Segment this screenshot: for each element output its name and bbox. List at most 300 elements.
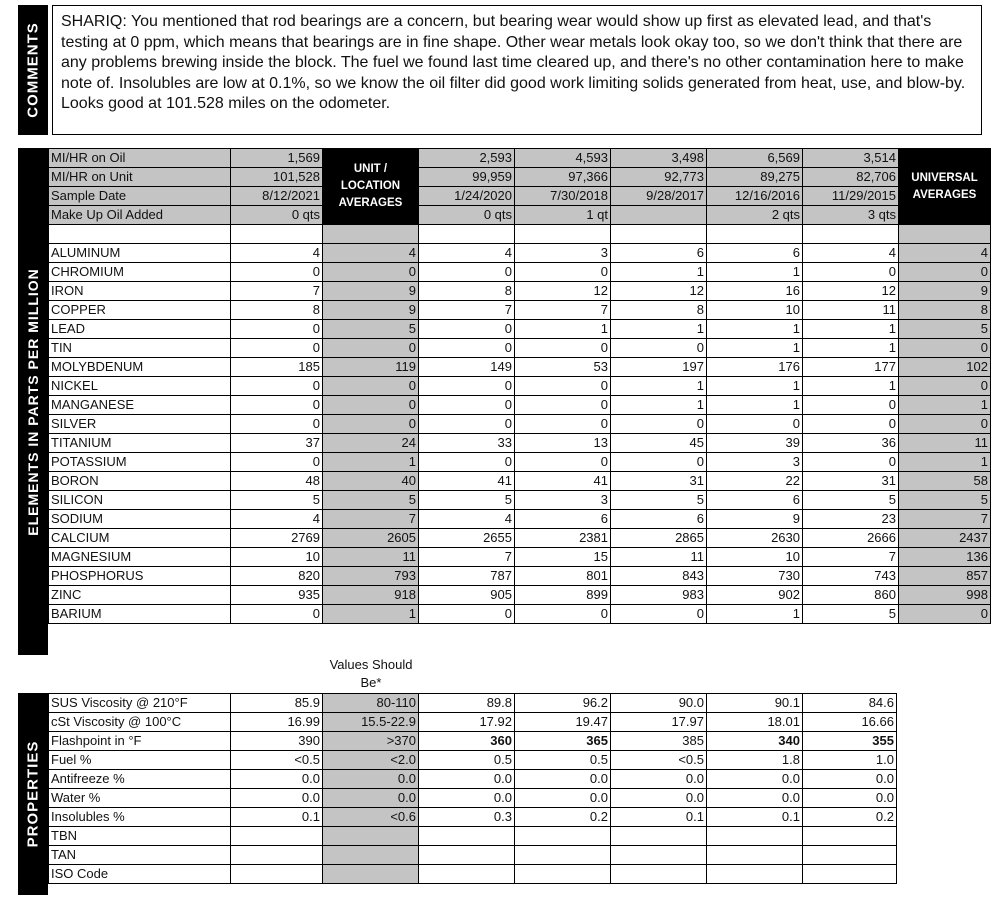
property-history-value bbox=[515, 865, 611, 884]
element-current-value: 0 bbox=[231, 415, 323, 434]
property-current-value: 0.0 bbox=[231, 770, 323, 789]
element-history-value: 10 bbox=[707, 548, 803, 567]
header-history-value: 97,366 bbox=[515, 168, 611, 187]
element-history-value: 11 bbox=[803, 301, 899, 320]
element-current-value: 0 bbox=[231, 605, 323, 624]
element-current-value: 185 bbox=[231, 358, 323, 377]
property-current-value bbox=[231, 846, 323, 865]
element-unit-average: 40 bbox=[323, 472, 419, 491]
property-history-value: 17.92 bbox=[419, 713, 515, 732]
property-history-value: 360 bbox=[419, 732, 515, 751]
element-universal-average: 1 bbox=[899, 453, 991, 472]
property-history-value bbox=[803, 846, 897, 865]
property-history-value: 365 bbox=[515, 732, 611, 751]
element-unit-average: 0 bbox=[323, 263, 419, 282]
property-row bbox=[49, 865, 897, 884]
element-history-value: 4 bbox=[803, 244, 899, 263]
property-history-value: 0.3 bbox=[419, 808, 515, 827]
element-history-value: 899 bbox=[515, 586, 611, 605]
table-row bbox=[49, 377, 991, 396]
property-name: Antifreeze % bbox=[49, 770, 231, 789]
element-unit-average: 9 bbox=[323, 282, 419, 301]
property-row bbox=[49, 846, 897, 865]
element-unit-average: 5 bbox=[323, 491, 419, 510]
element-history-value: 16 bbox=[707, 282, 803, 301]
property-history-value: 0.2 bbox=[515, 808, 611, 827]
element-current-value: 0 bbox=[231, 396, 323, 415]
element-history-value: 0 bbox=[515, 377, 611, 396]
element-universal-average: 11 bbox=[899, 434, 991, 453]
property-history-value: 0.0 bbox=[707, 789, 803, 808]
element-name: BARIUM bbox=[49, 605, 231, 624]
properties-table bbox=[48, 693, 897, 884]
element-history-value: 743 bbox=[803, 567, 899, 586]
spacer-cell bbox=[231, 225, 323, 244]
table-row bbox=[49, 301, 991, 320]
property-row bbox=[49, 770, 897, 789]
property-current-value bbox=[231, 827, 323, 846]
table-row bbox=[49, 320, 991, 339]
element-universal-average: 5 bbox=[899, 320, 991, 339]
element-history-value: 1 bbox=[515, 320, 611, 339]
element-universal-average: 7 bbox=[899, 510, 991, 529]
property-history-value bbox=[707, 846, 803, 865]
elements-table bbox=[48, 148, 991, 624]
element-history-value: 6 bbox=[707, 244, 803, 263]
table-row bbox=[49, 529, 991, 548]
element-universal-average: 0 bbox=[899, 415, 991, 434]
property-history-value: 0.0 bbox=[515, 770, 611, 789]
header-history-value: 11/29/2015 bbox=[803, 187, 899, 206]
element-name: SILVER bbox=[49, 415, 231, 434]
header-history-value: 2,593 bbox=[419, 149, 515, 168]
element-history-value: 0 bbox=[803, 415, 899, 434]
header-row bbox=[49, 206, 991, 225]
property-history-value bbox=[803, 865, 897, 884]
property-history-value: 90.1 bbox=[707, 694, 803, 713]
element-history-value: 2630 bbox=[707, 529, 803, 548]
property-current-value: 85.9 bbox=[231, 694, 323, 713]
element-history-value: 0 bbox=[707, 415, 803, 434]
element-history-value: 0 bbox=[419, 453, 515, 472]
element-history-value: 39 bbox=[707, 434, 803, 453]
element-name: MOLYBDENUM bbox=[49, 358, 231, 377]
element-history-value: 2381 bbox=[515, 529, 611, 548]
property-should-be bbox=[323, 827, 419, 846]
property-should-be: 0.0 bbox=[323, 789, 419, 808]
element-universal-average: 9 bbox=[899, 282, 991, 301]
header-current-value: 0 qts bbox=[231, 206, 323, 225]
element-history-value: 0 bbox=[515, 396, 611, 415]
property-history-value: 96.2 bbox=[515, 694, 611, 713]
property-history-value: 89.8 bbox=[419, 694, 515, 713]
element-history-value: 8 bbox=[419, 282, 515, 301]
property-history-value: 0.0 bbox=[515, 789, 611, 808]
property-current-value bbox=[231, 865, 323, 884]
element-current-value: 0 bbox=[231, 263, 323, 282]
element-current-value: 7 bbox=[231, 282, 323, 301]
header-history-value: 7/30/2018 bbox=[515, 187, 611, 206]
element-history-value: 801 bbox=[515, 567, 611, 586]
element-history-value: 0 bbox=[515, 415, 611, 434]
element-history-value: 787 bbox=[419, 567, 515, 586]
property-history-value bbox=[707, 827, 803, 846]
element-name: IRON bbox=[49, 282, 231, 301]
element-history-value: 0 bbox=[419, 415, 515, 434]
property-current-value: 0.0 bbox=[231, 789, 323, 808]
property-should-be: <0.6 bbox=[323, 808, 419, 827]
header-history-value: 89,275 bbox=[707, 168, 803, 187]
element-current-value: 0 bbox=[231, 339, 323, 358]
element-history-value: 0 bbox=[515, 339, 611, 358]
header-row-label: Make Up Oil Added bbox=[49, 206, 231, 225]
element-history-value: 1 bbox=[707, 263, 803, 282]
property-row bbox=[49, 827, 897, 846]
property-current-value: 390 bbox=[231, 732, 323, 751]
element-universal-average: 4 bbox=[899, 244, 991, 263]
element-history-value: 1 bbox=[611, 396, 707, 415]
element-universal-average: 2437 bbox=[899, 529, 991, 548]
property-history-value: 16.66 bbox=[803, 713, 897, 732]
header-row bbox=[49, 149, 991, 168]
spacer-cell bbox=[611, 225, 707, 244]
table-row bbox=[49, 415, 991, 434]
property-row bbox=[49, 808, 897, 827]
element-history-value: 5 bbox=[803, 491, 899, 510]
header-row-label: Sample Date bbox=[49, 187, 231, 206]
spacer-cell bbox=[899, 225, 991, 244]
header-row-label: MI/HR on Oil bbox=[49, 149, 231, 168]
header-history-value: 3 qts bbox=[803, 206, 899, 225]
element-history-value: 8 bbox=[611, 301, 707, 320]
header-history-value: 1 qt bbox=[515, 206, 611, 225]
property-name: cSt Viscosity @ 100°C bbox=[49, 713, 231, 732]
header-row bbox=[49, 187, 991, 206]
element-current-value: 820 bbox=[231, 567, 323, 586]
element-unit-average: 793 bbox=[323, 567, 419, 586]
element-name: ZINC bbox=[49, 586, 231, 605]
table-row bbox=[49, 434, 991, 453]
element-unit-average: 11 bbox=[323, 548, 419, 567]
element-history-value: 0 bbox=[419, 605, 515, 624]
element-name: CHROMIUM bbox=[49, 263, 231, 282]
element-history-value: 10 bbox=[707, 301, 803, 320]
element-history-value: 983 bbox=[611, 586, 707, 605]
element-current-value: 10 bbox=[231, 548, 323, 567]
element-universal-average: 0 bbox=[899, 263, 991, 282]
element-history-value: 0 bbox=[803, 396, 899, 415]
property-name: Flashpoint in °F bbox=[49, 732, 231, 751]
property-current-value: 16.99 bbox=[231, 713, 323, 732]
property-row bbox=[49, 732, 897, 751]
element-history-value: 41 bbox=[419, 472, 515, 491]
element-unit-average: 9 bbox=[323, 301, 419, 320]
unit-averages-header: UNIT / LOCATION AVERAGES bbox=[323, 149, 419, 225]
property-history-value bbox=[611, 827, 707, 846]
property-history-value: 0.0 bbox=[419, 789, 515, 808]
element-name: POTASSIUM bbox=[49, 453, 231, 472]
property-history-value: 0.2 bbox=[803, 808, 897, 827]
element-unit-average: 1 bbox=[323, 605, 419, 624]
property-history-value: 17.97 bbox=[611, 713, 707, 732]
element-history-value: 1 bbox=[803, 320, 899, 339]
header-history-value: 4,593 bbox=[515, 149, 611, 168]
element-history-value: 860 bbox=[803, 586, 899, 605]
property-row bbox=[49, 694, 897, 713]
property-history-value: 1.0 bbox=[803, 751, 897, 770]
element-history-value: 12 bbox=[611, 282, 707, 301]
property-history-value: <0.5 bbox=[611, 751, 707, 770]
element-history-value: 31 bbox=[611, 472, 707, 491]
element-name: TIN bbox=[49, 339, 231, 358]
element-history-value: 730 bbox=[707, 567, 803, 586]
element-name: MAGNESIUM bbox=[49, 548, 231, 567]
element-name: COPPER bbox=[49, 301, 231, 320]
elements-label: ELEMENTS IN PARTS PER MILLION bbox=[18, 148, 48, 655]
element-unit-average: 918 bbox=[323, 586, 419, 605]
header-row-label: MI/HR on Unit bbox=[49, 168, 231, 187]
table-row bbox=[49, 396, 991, 415]
element-unit-average: 5 bbox=[323, 320, 419, 339]
property-current-value: 0.1 bbox=[231, 808, 323, 827]
property-history-value: 1.8 bbox=[707, 751, 803, 770]
table-row bbox=[49, 282, 991, 301]
element-history-value: 11 bbox=[611, 548, 707, 567]
element-universal-average: 136 bbox=[899, 548, 991, 567]
values-should-be-label: Values Should Be* bbox=[329, 657, 413, 690]
element-universal-average: 1 bbox=[899, 396, 991, 415]
element-history-value: 23 bbox=[803, 510, 899, 529]
element-history-value: 31 bbox=[803, 472, 899, 491]
element-history-value: 36 bbox=[803, 434, 899, 453]
element-history-value: 843 bbox=[611, 567, 707, 586]
element-history-value: 0 bbox=[803, 453, 899, 472]
header-row bbox=[49, 168, 991, 187]
property-name: SUS Viscosity @ 210°F bbox=[49, 694, 231, 713]
spacer-cell bbox=[707, 225, 803, 244]
universal-averages-header: UNIVERSAL AVERAGES bbox=[899, 149, 991, 225]
element-history-value: 905 bbox=[419, 586, 515, 605]
header-history-value: 92,773 bbox=[611, 168, 707, 187]
spacer-cell bbox=[323, 225, 419, 244]
element-history-value: 0 bbox=[611, 339, 707, 358]
element-current-value: 0 bbox=[231, 320, 323, 339]
property-name: Fuel % bbox=[49, 751, 231, 770]
property-should-be: 0.0 bbox=[323, 770, 419, 789]
element-current-value: 37 bbox=[231, 434, 323, 453]
table-row bbox=[49, 548, 991, 567]
property-history-value: 0.0 bbox=[803, 770, 897, 789]
table-row bbox=[49, 244, 991, 263]
property-history-value bbox=[515, 846, 611, 865]
element-history-value: 149 bbox=[419, 358, 515, 377]
element-history-value: 5 bbox=[611, 491, 707, 510]
element-history-value: 0 bbox=[419, 377, 515, 396]
element-name: BORON bbox=[49, 472, 231, 491]
element-name: ALUMINUM bbox=[49, 244, 231, 263]
property-row bbox=[49, 789, 897, 808]
property-history-value bbox=[611, 865, 707, 884]
element-history-value: 2666 bbox=[803, 529, 899, 548]
element-name: SODIUM bbox=[49, 510, 231, 529]
element-unit-average: 7 bbox=[323, 510, 419, 529]
element-history-value: 3 bbox=[707, 453, 803, 472]
element-history-value: 1 bbox=[611, 377, 707, 396]
property-history-value: 0.5 bbox=[419, 751, 515, 770]
property-history-value bbox=[803, 827, 897, 846]
element-history-value: 0 bbox=[419, 320, 515, 339]
element-unit-average: 4 bbox=[323, 244, 419, 263]
property-history-value bbox=[611, 846, 707, 865]
element-history-value: 9 bbox=[707, 510, 803, 529]
element-history-value: 7 bbox=[803, 548, 899, 567]
element-unit-average: 0 bbox=[323, 339, 419, 358]
element-unit-average: 2605 bbox=[323, 529, 419, 548]
element-history-value: 0 bbox=[419, 263, 515, 282]
header-history-value: 0 qts bbox=[419, 206, 515, 225]
property-name: Water % bbox=[49, 789, 231, 808]
property-history-value: 0.0 bbox=[803, 789, 897, 808]
property-history-value: 0.0 bbox=[611, 789, 707, 808]
property-should-be: >370 bbox=[323, 732, 419, 751]
element-history-value: 1 bbox=[707, 320, 803, 339]
element-current-value: 0 bbox=[231, 377, 323, 396]
comments-text: SHARIQ: You mentioned that rod bearings are a concern, but bearing wear would show up first as elevated lead, and that's testing at 0 ppm, which means that bearings are in fine shape. Other wear metals look okay too, so we don't think that there are any problems brewing inside the block. The fuel we found last time cleared up, and there's no other contamination here to make note of. Insolubles are low at 0.1%, so we know the oil filter did good work limiting solids generated from heat, use, and blow-by. Looks good at 101.528 miles on the odometer. bbox=[52, 5, 982, 135]
property-name: TAN bbox=[49, 846, 231, 865]
spacer-cell bbox=[419, 225, 515, 244]
property-history-value: 84.6 bbox=[803, 694, 897, 713]
element-history-value: 902 bbox=[707, 586, 803, 605]
element-history-value: 1 bbox=[707, 605, 803, 624]
element-history-value: 0 bbox=[611, 453, 707, 472]
element-history-value: 0 bbox=[611, 605, 707, 624]
element-current-value: 935 bbox=[231, 586, 323, 605]
header-history-value: 82,706 bbox=[803, 168, 899, 187]
property-history-value: 18.01 bbox=[707, 713, 803, 732]
property-history-value bbox=[419, 827, 515, 846]
element-history-value: 0 bbox=[515, 263, 611, 282]
element-history-value: 0 bbox=[419, 339, 515, 358]
element-current-value: 5 bbox=[231, 491, 323, 510]
element-universal-average: 8 bbox=[899, 301, 991, 320]
table-row bbox=[49, 491, 991, 510]
table-row bbox=[49, 586, 991, 605]
property-history-value bbox=[707, 865, 803, 884]
property-history-value: 0.0 bbox=[707, 770, 803, 789]
element-history-value: 176 bbox=[707, 358, 803, 377]
element-unit-average: 0 bbox=[323, 377, 419, 396]
element-name: PHOSPHORUS bbox=[49, 567, 231, 586]
property-history-value: 0.1 bbox=[611, 808, 707, 827]
header-history-value: 3,498 bbox=[611, 149, 707, 168]
element-history-value: 177 bbox=[803, 358, 899, 377]
element-history-value: 7 bbox=[419, 301, 515, 320]
element-history-value: 6 bbox=[611, 510, 707, 529]
property-history-value bbox=[419, 865, 515, 884]
table-row bbox=[49, 339, 991, 358]
property-should-be bbox=[323, 846, 419, 865]
table-row bbox=[49, 567, 991, 586]
element-history-value: 5 bbox=[803, 605, 899, 624]
property-history-value: 0.0 bbox=[611, 770, 707, 789]
element-name: TITANIUM bbox=[49, 434, 231, 453]
element-history-value: 45 bbox=[611, 434, 707, 453]
element-history-value: 6 bbox=[707, 491, 803, 510]
element-name: CALCIUM bbox=[49, 529, 231, 548]
element-universal-average: 0 bbox=[899, 339, 991, 358]
properties-label: PROPERTIES bbox=[18, 693, 48, 895]
element-history-value: 7 bbox=[515, 301, 611, 320]
element-current-value: 48 bbox=[231, 472, 323, 491]
element-universal-average: 102 bbox=[899, 358, 991, 377]
element-current-value: 2769 bbox=[231, 529, 323, 548]
property-row bbox=[49, 751, 897, 770]
property-history-value: 0.1 bbox=[707, 808, 803, 827]
element-history-value: 41 bbox=[515, 472, 611, 491]
element-history-value: 1 bbox=[803, 377, 899, 396]
element-history-value: 0 bbox=[419, 396, 515, 415]
table-row bbox=[49, 472, 991, 491]
element-history-value: 0 bbox=[515, 605, 611, 624]
element-universal-average: 0 bbox=[899, 377, 991, 396]
element-history-value: 2655 bbox=[419, 529, 515, 548]
element-history-value: 7 bbox=[419, 548, 515, 567]
header-history-value: 9/28/2017 bbox=[611, 187, 707, 206]
element-universal-average: 5 bbox=[899, 491, 991, 510]
element-history-value: 3 bbox=[515, 244, 611, 263]
element-unit-average: 0 bbox=[323, 396, 419, 415]
property-current-value: <0.5 bbox=[231, 751, 323, 770]
element-history-value: 33 bbox=[419, 434, 515, 453]
element-universal-average: 58 bbox=[899, 472, 991, 491]
table-row bbox=[49, 510, 991, 529]
element-name: SILICON bbox=[49, 491, 231, 510]
property-history-value: 385 bbox=[611, 732, 707, 751]
element-history-value: 1 bbox=[707, 377, 803, 396]
element-history-value: 4 bbox=[419, 510, 515, 529]
element-current-value: 0 bbox=[231, 453, 323, 472]
header-history-value: 12/16/2016 bbox=[707, 187, 803, 206]
element-history-value: 12 bbox=[803, 282, 899, 301]
element-history-value: 0 bbox=[515, 453, 611, 472]
property-name: ISO Code bbox=[49, 865, 231, 884]
element-universal-average: 998 bbox=[899, 586, 991, 605]
spacer-row bbox=[49, 225, 991, 244]
element-history-value: 15 bbox=[515, 548, 611, 567]
element-name: NICKEL bbox=[49, 377, 231, 396]
element-history-value: 1 bbox=[611, 320, 707, 339]
element-unit-average: 0 bbox=[323, 415, 419, 434]
property-should-be: 15.5-22.9 bbox=[323, 713, 419, 732]
element-history-value: 2865 bbox=[611, 529, 707, 548]
property-history-value bbox=[419, 846, 515, 865]
property-history-value: 0.0 bbox=[419, 770, 515, 789]
element-history-value: 0 bbox=[611, 415, 707, 434]
header-current-value: 101,528 bbox=[231, 168, 323, 187]
element-current-value: 8 bbox=[231, 301, 323, 320]
property-history-value: 19.47 bbox=[515, 713, 611, 732]
element-universal-average: 857 bbox=[899, 567, 991, 586]
element-history-value: 6 bbox=[515, 510, 611, 529]
table-row bbox=[49, 263, 991, 282]
element-current-value: 4 bbox=[231, 244, 323, 263]
element-unit-average: 24 bbox=[323, 434, 419, 453]
property-should-be: 80-110 bbox=[323, 694, 419, 713]
element-unit-average: 1 bbox=[323, 453, 419, 472]
property-history-value: 355 bbox=[803, 732, 897, 751]
element-history-value: 6 bbox=[611, 244, 707, 263]
element-history-value: 197 bbox=[611, 358, 707, 377]
